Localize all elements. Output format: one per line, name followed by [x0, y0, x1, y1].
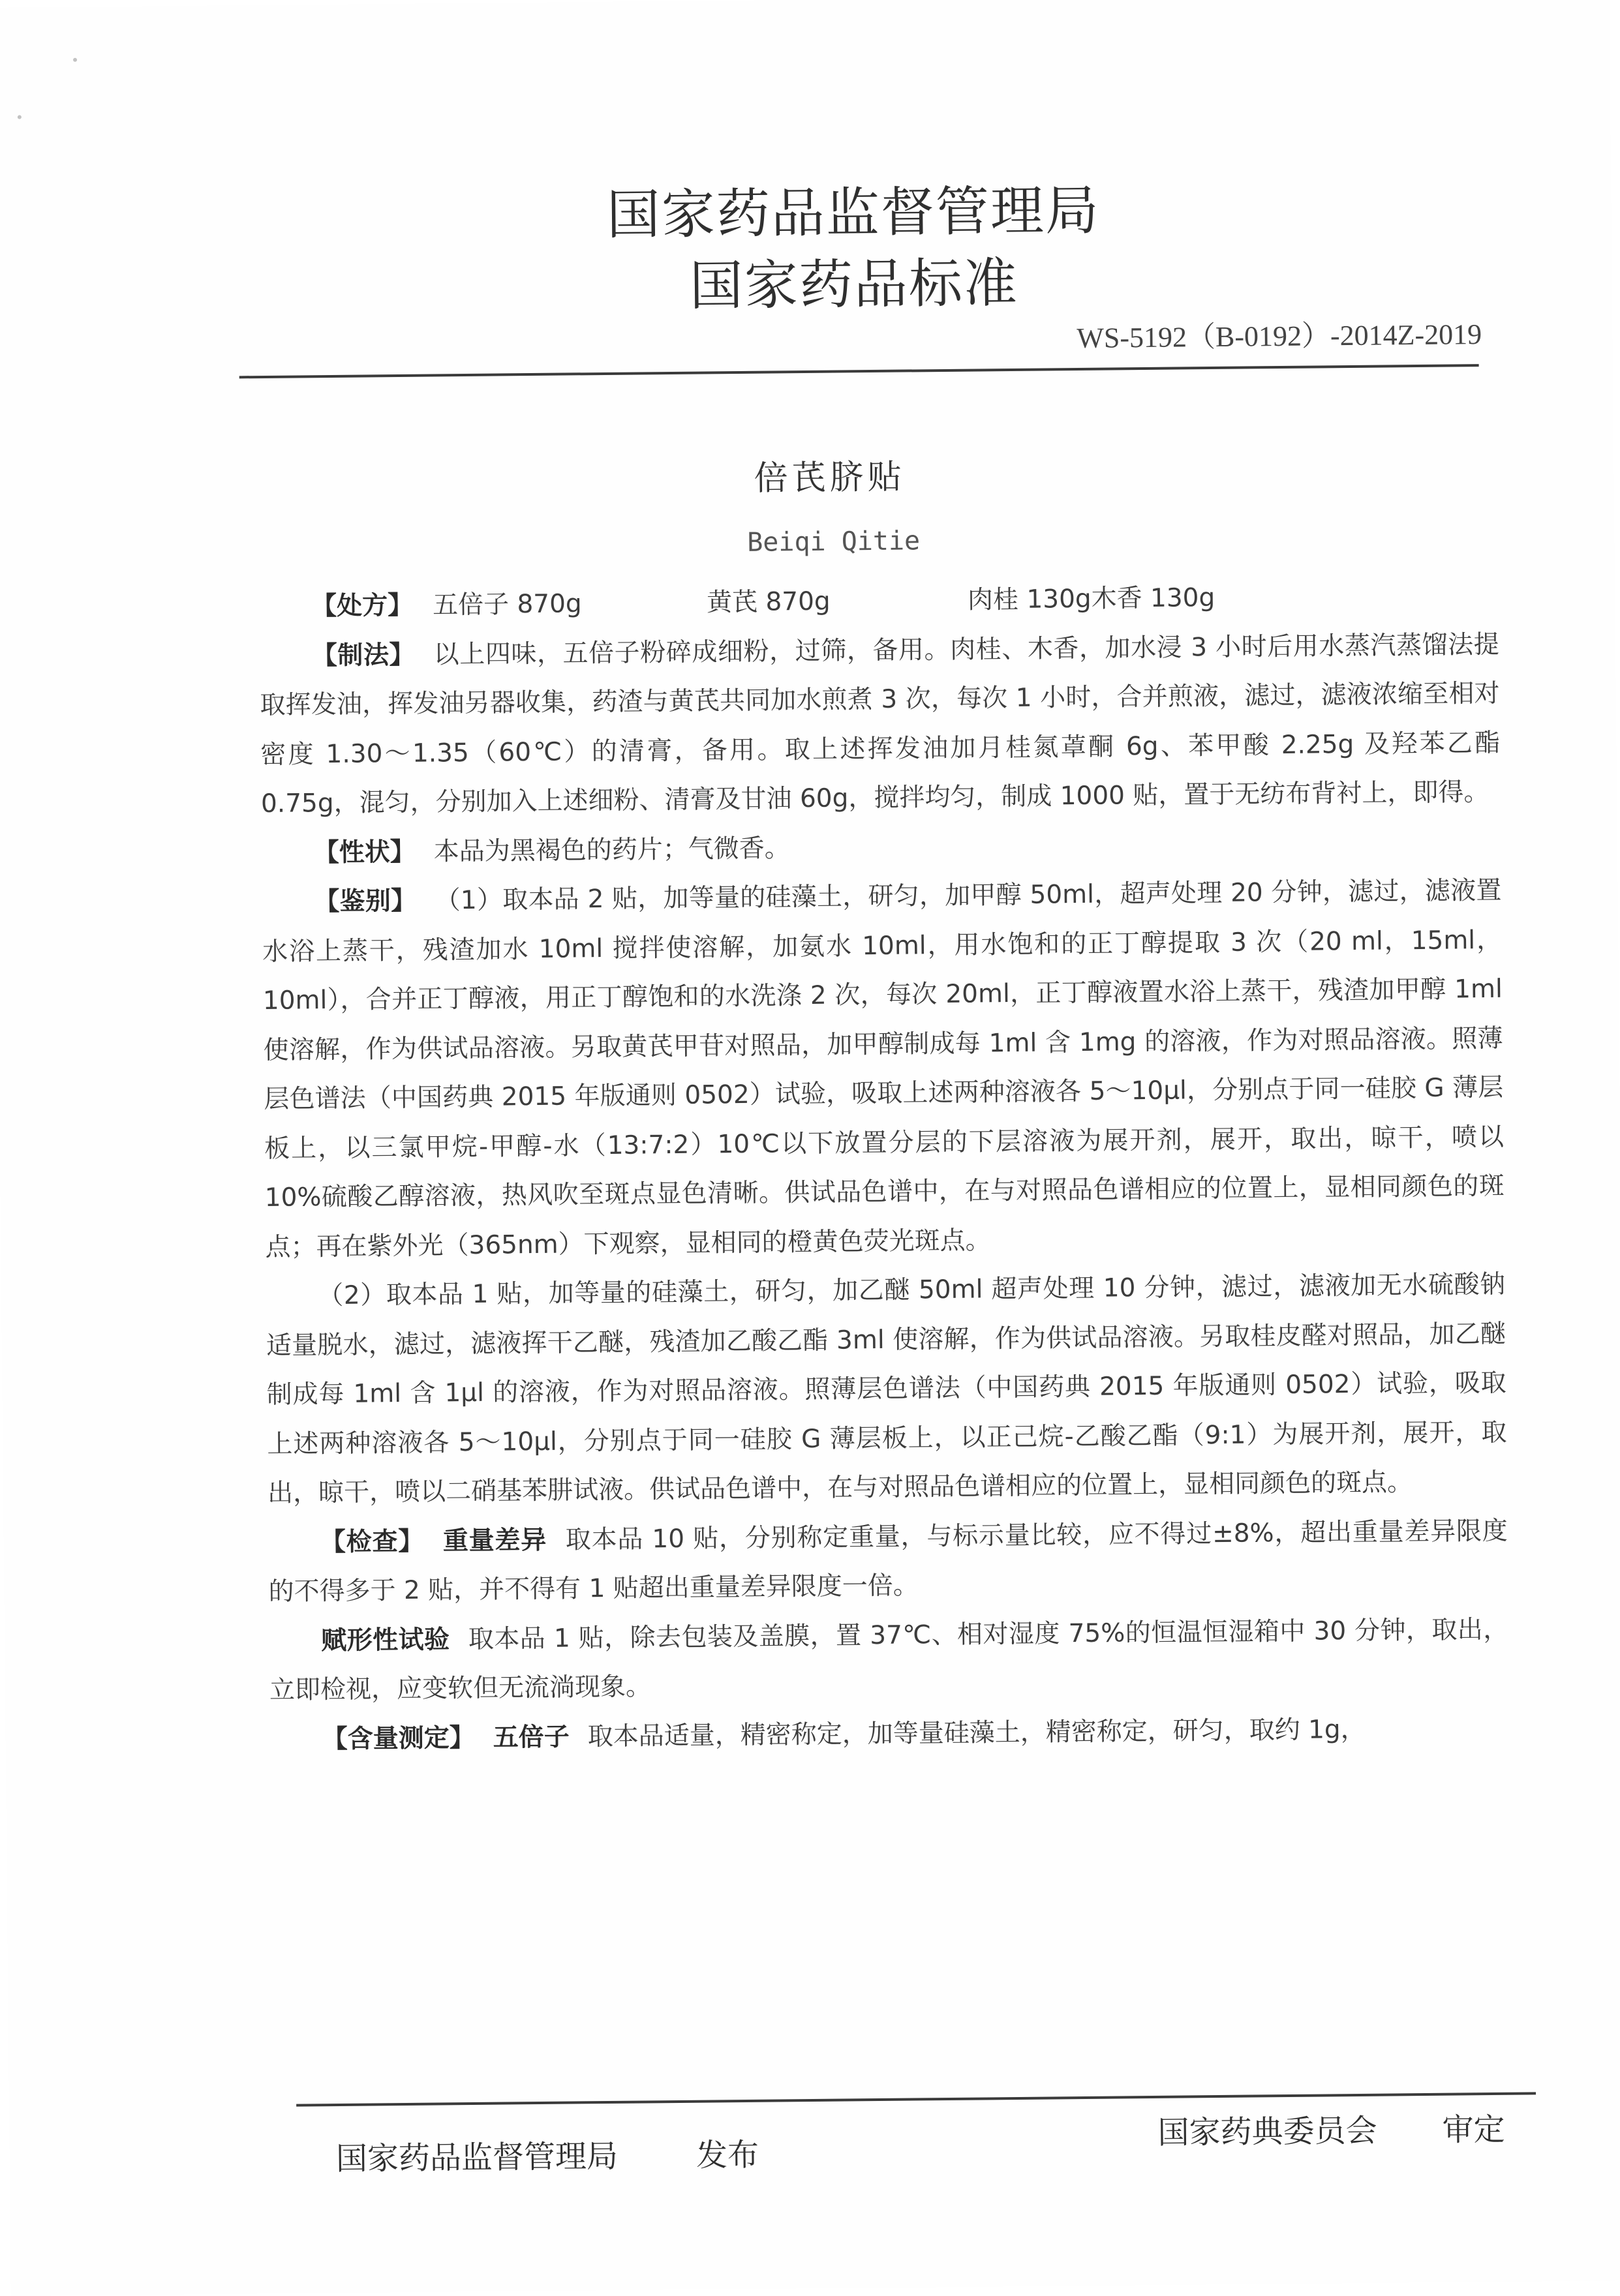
reviewer-name: 国家药典委员会	[1157, 2112, 1377, 2151]
prescription-item: 五倍子 870g	[432, 589, 582, 620]
footer-divider	[296, 2092, 1536, 2106]
document-type-title: 国家药品标准	[689, 252, 1019, 318]
identification-item-2-paragraph	[266, 1260, 1508, 1518]
inspection-section	[268, 1506, 1508, 1616]
footer-reviewer	[1157, 2104, 1505, 2152]
prescription-item: 木香 130g	[1091, 582, 1215, 614]
issuer-name: 国家药品监督管理局	[335, 2137, 619, 2178]
preparation-label: 【制法】	[311, 640, 416, 671]
description-label: 【性状】	[313, 837, 416, 868]
preparation-section	[259, 620, 1501, 828]
reviewer-action: 审定	[1442, 2111, 1505, 2149]
standard-code: WS-5192（B-0192）-2014Z-2019	[1077, 318, 1482, 355]
identification-label: 【鉴别】	[314, 886, 417, 917]
inspection-label: 【检查】	[320, 1526, 425, 1557]
footer-issuer	[336, 2130, 759, 2179]
scan-dust	[18, 115, 22, 119]
assay-label: 【含量测定】	[322, 1723, 475, 1754]
assay-sub-label: 五倍子	[493, 1722, 570, 1753]
weight-variation-text: 取本品 10 贴，分别称定重量，与标示量比较，应不得过±8%，超出重量差异限度的不得多于 2 贴，并不得有 1 贴超出重量差异限度一倍。	[268, 1516, 1508, 1607]
shape-test-text: 取本品 1 贴，除去包装及盖膜，置 37℃、相对湿度 75%的恒温恒湿箱中 30 分钟，取出，立即检视，应变软但无流淌现象。	[269, 1614, 1509, 1705]
description-text: 本品为黑褐色的药片；气微香。	[433, 833, 790, 867]
preparation-text: 以上四味，五倍子粉碎成细粉，过筛，备用。肉桂、木香，加水浸 3 小时后用水蒸汽蒸馏法提取挥发油，挥发油另器收集，药渣与黄芪共同加水煎煮 3 次，每次 1 小时，合并煎液，滤过，滤液浓缩至相对密度 1.30～1.35（60℃）的清膏，备用。取上述挥发油加月桂氮䓬酮 6g、苯甲酸 2.25g 及羟苯乙酯 0.75g，混匀，分别加入上述细粉、清膏及甘油 60g，搅拌均匀，制成 1000 贴，置于无纺布背衬上，即得。	[260, 629, 1501, 819]
shape-test-label: 赋形性试验	[321, 1624, 450, 1655]
footer	[9, 2103, 1620, 2197]
document-body	[259, 571, 1510, 1764]
drug-name: 倍芪脐贴	[754, 457, 906, 498]
prescription-item: 肉桂 130g	[967, 584, 1092, 615]
identification-item-2: （2）取本品 1 贴，加等量的硅藻土，研匀，加乙醚 50ml 超声处理 10 分钟，滤过，滤液加无水硫酸钠适量脱水，滤过，滤液挥干乙醚，残渣加乙酸乙酯 3ml 使溶解，作为供试品溶液。另取桂皮醛对照品，加乙醚制成每 1ml 含 1μl 的溶液，作为对照品溶液。照薄层色谱法（中国药典 2015 年版通则 0502）试验，吸取上述两种溶液各 5～10μl，分别点于同一硅胶 G 薄层板上，以正己烷-乙酸乙酯（9:1）为展开剂，展开，取出，晾干，喷以二硝基苯肼试液。供试品色谱中，在与对照品色谱相应的位置上，显相同颜色的斑点。	[266, 1269, 1507, 1508]
shape-test-paragraph	[269, 1605, 1509, 1715]
prescription-label: 【处方】	[311, 590, 414, 622]
identification-section	[262, 866, 1505, 1272]
assay-text: 取本品适量，精密称定，加等量硅藻土，精密称定，研匀，取约 1g，	[587, 1714, 1366, 1751]
issuer-action: 发布	[695, 2136, 759, 2174]
agency-title: 国家药品监督管理局	[606, 179, 1101, 247]
prescription-item: 黄芪 870g	[706, 586, 831, 618]
drug-pinyin: Beiqi Qitie	[747, 526, 921, 558]
header-divider	[239, 364, 1479, 378]
weight-variation-label: 重量差异	[442, 1525, 547, 1556]
identification-item-1: （1）取本品 2 贴，加等量的硅藻土，研匀，加甲醇 50ml，超声处理 20 分钟，滤过，滤液置水浴上蒸干，残渣加水 10ml 搅拌使溶解，加氨水 10ml，用水饱和的正丁醇提取 3 次（20 ml，15ml，10ml），合并正丁醇液，用正丁醇饱和的水洗涤 2 次，每次 20ml，正丁醇液置水浴上蒸干，残渣加甲醇 1ml 使溶解，作为供试品溶液。另取黄芪甲苷对照品，加甲醇制成每 1ml 含 1mg 的溶液，作为对照品溶液。照薄层色谱法（中国药典 2015 年版通则 0502）试验，吸取上述两种溶液各 5～10μl，分别点于同一硅胶 G 薄层板上，以三氯甲烷-甲醇-水（13:7:2）10℃以下放置分层的下层溶液为展开剂，展开，取出，晾干，喷以 10%硫酸乙醇溶液，热风吹至斑点显色清晰。供试品色谱中，在与对照品色谱相应的位置上，显相同颜色的斑点；再在紫外光（365nm）下观察，显相同的橙黄色荧光斑点。	[262, 875, 1505, 1262]
scan-dust	[73, 58, 77, 62]
